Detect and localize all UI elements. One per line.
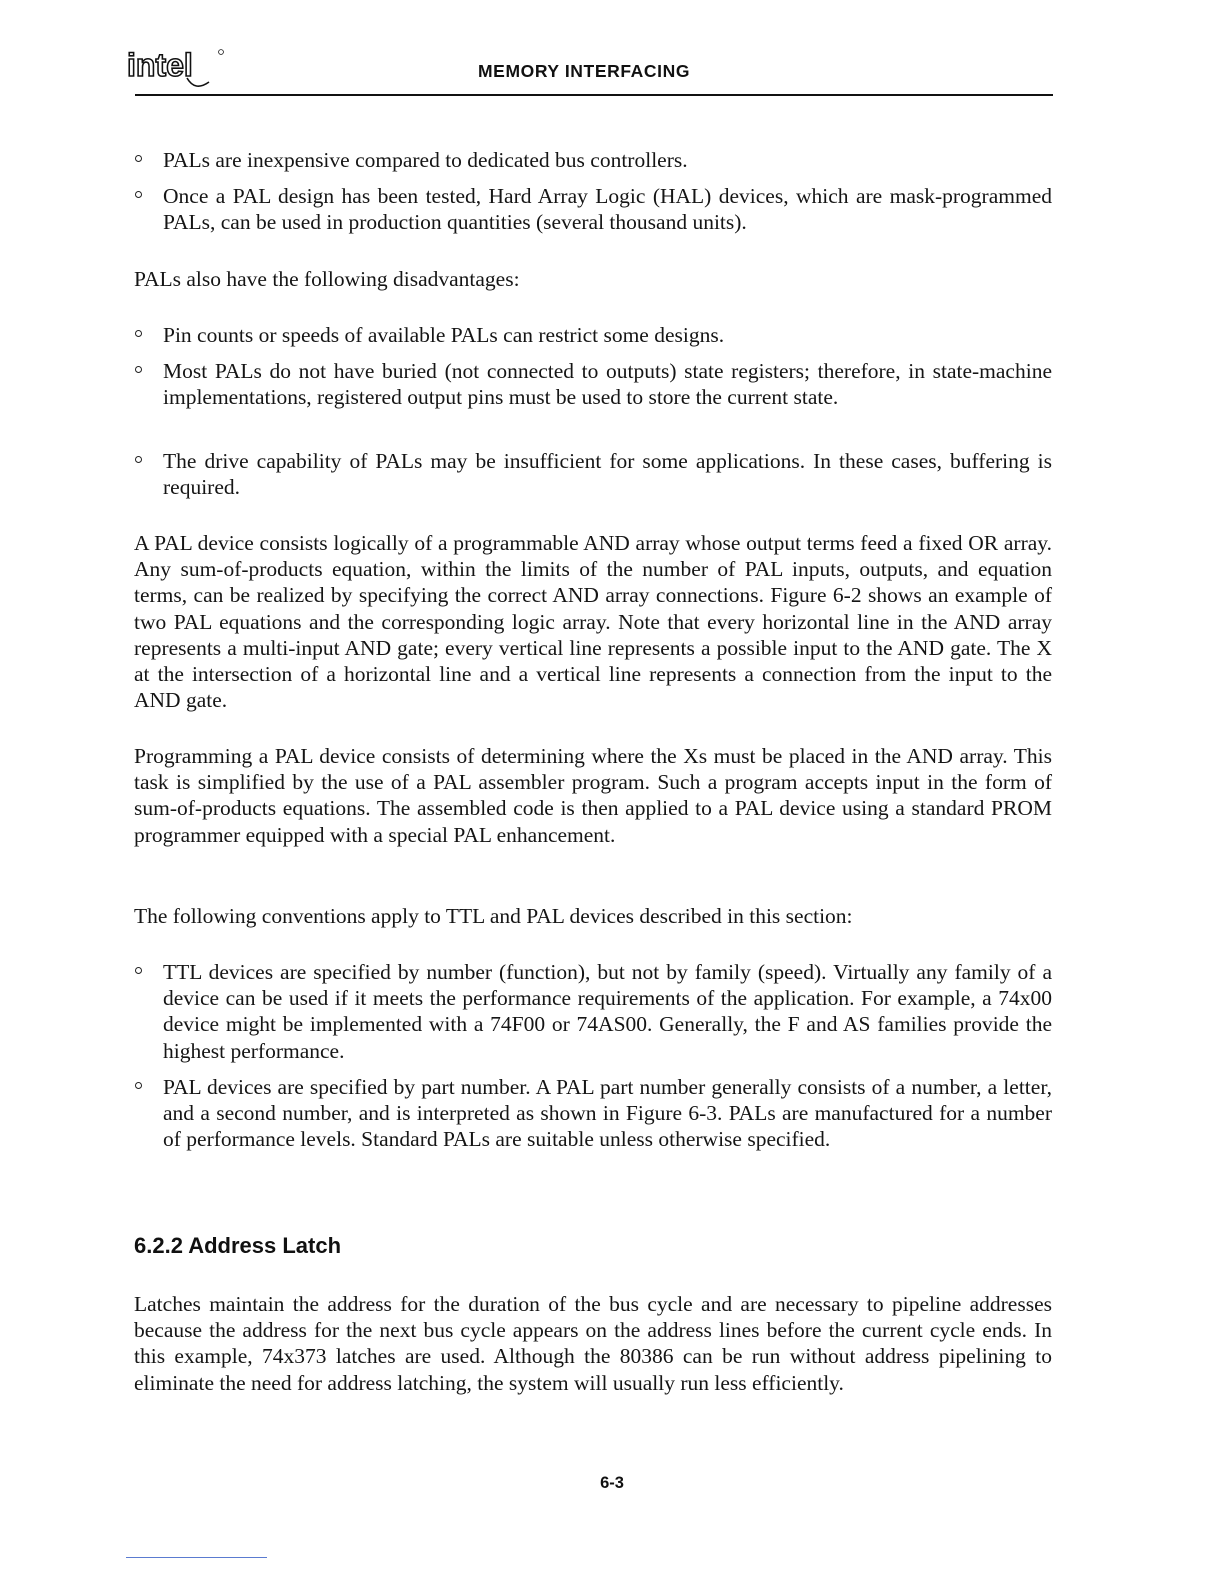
header-rule	[135, 94, 1053, 96]
disadvantages-intro: PALs also have the following disadvantages:	[134, 267, 520, 291]
list-item-text: The drive capability of PALs may be insufficient for some applications. In these cases, buffering is required.	[163, 449, 1052, 500]
list-item	[134, 358, 1052, 410]
conventions-intro: The following conventions apply to TTL and PAL devices described in this section:	[134, 904, 853, 928]
footer-line	[126, 1557, 267, 1558]
list-item-text: Once a PAL design has been tested, Hard Array Logic (HAL) devices, which are mask-programmed PALs, can be used in production quantities (several thousand units).	[163, 184, 1052, 235]
bullet-marker	[135, 967, 142, 974]
list-item	[134, 147, 1052, 173]
list-item	[134, 959, 1052, 1064]
list-item-text: TTL devices are specified by number (function), but not by family (speed). Virtually any family of a device can be used if it meets the performance requirements of the application. For example, a 74x00 device might be implemented with a 74F00 or 74AS00. Generally, the F and AS families provide the highest performance.	[163, 960, 1052, 1063]
list-item	[134, 1074, 1052, 1153]
bullet-marker	[135, 1082, 142, 1089]
bullet-marker	[135, 330, 142, 337]
list-item	[134, 448, 1052, 500]
svg-text:intel: intel	[127, 47, 193, 83]
list-item	[134, 322, 1052, 348]
list-item-text: Most PALs do not have buried (not connected to outputs) state registers; therefore, in state-machine implementations, registered output pins must be used to store the current state.	[163, 359, 1052, 410]
section-heading: 6.2.2 Address Latch	[134, 1233, 342, 1258]
paragraph-and-array: A PAL device consists logically of a programmable AND array whose output terms feed a fixed OR array. Any sum-of-products equation, within the limits of the number of PAL inputs, outputs, and equation terms, can be realized by specifying the correct AND array connections. Figure 6-2 shows an example of two PAL equations and the corresponding logic array. Note that every horizontal line in the AND array represents a multi-input AND gate; every vertical line represents a possible input to the AND gate. The X at the intersection of a horizontal line and a vertical line represents a connection from the input to the AND gate.	[134, 531, 1052, 713]
bullet-marker	[135, 191, 142, 198]
list-item-text: PALs are inexpensive compared to dedicated bus controllers.	[163, 148, 688, 172]
running-header-title: MEMORY INTERFACING	[478, 61, 691, 81]
bullet-marker	[135, 456, 142, 463]
paragraph-programming: Programming a PAL device consists of determining where the Xs must be placed in the AND array. This task is simplified by the use of a PAL assembler program. Such a program accepts input in the form of sum-of-products equations. The assembled code is then applied to a PAL device using a standard PROM programmer equipped with a special PAL enhancement.	[134, 744, 1052, 847]
list-item-text: PAL devices are specified by part number. A PAL part number generally consists of a number, a letter, and a second number, and is interpreted as shown in Figure 6-3. PALs are manufactured for a number of performance levels. Standard PALs are suitable unless otherwise specified.	[163, 1075, 1052, 1152]
list-item-text: Pin counts or speeds of available PALs can restrict some designs.	[163, 323, 725, 347]
list-item	[134, 183, 1052, 235]
page-number: 6-3	[600, 1474, 624, 1492]
paragraph-address-latch: Latches maintain the address for the duration of the bus cycle and are necessary to pipeline addresses because the address for the next bus cycle appears on the address lines before the current cycle ends. In this example, 74x373 latches are used. Although the 80386 can be run without address pipelining to eliminate the need for address latching, the system will usually run less efficiently.	[134, 1292, 1052, 1395]
bullet-marker	[135, 155, 142, 162]
bullet-marker	[135, 366, 142, 373]
intel-logo	[125, 44, 225, 96]
